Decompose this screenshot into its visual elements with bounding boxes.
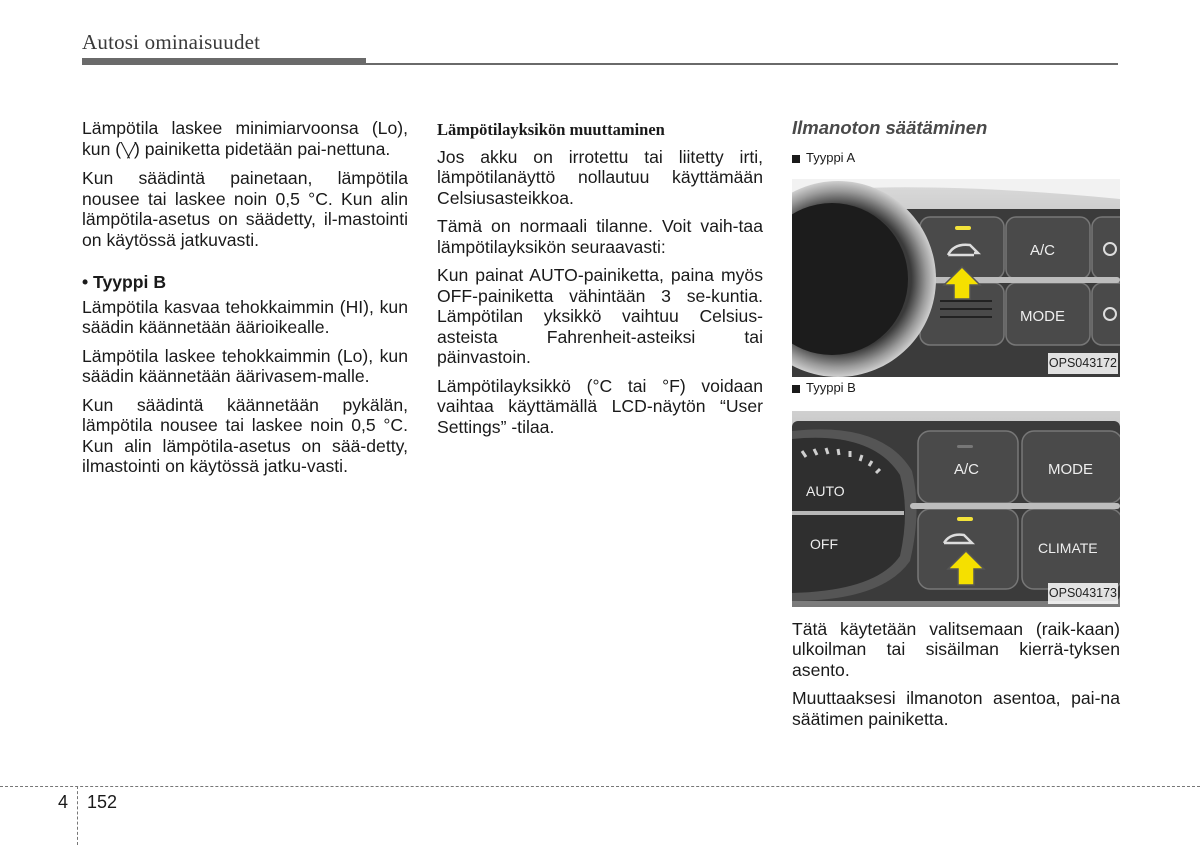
fig-a-mode-label: MODE [1020, 307, 1065, 325]
climate-panel-a-image [792, 179, 1120, 377]
bullet-square-icon [792, 155, 800, 163]
heading-temperature-unit: Lämpötilayksikön muuttaminen [437, 120, 665, 139]
paragraph-select-air: Tätä käytetään valitsemaan (raik-kaan) ulkoilman tai sisäilman kierrä-tyksen asento. [792, 618, 1120, 680]
paragraph-lo-temp-b: ) painiketta pidetään pai-nettuna. [133, 138, 391, 159]
bullet-square-icon [792, 385, 800, 393]
column-1 [82, 118, 408, 485]
heading-tyyppi-b: • Tyyppi B [82, 272, 167, 292]
paragraph-battery: Jos akku on irrotettu tai liitetty irti, lämpötilanäyttö nollautuu käyttämään Celsiusasteikkoa. [437, 146, 763, 208]
paragraph-lo: Lämpötila laskee tehokkaimmin (Lo), kun säädin käännetään äärivasem-malle. [82, 345, 408, 386]
fig-b-mode-label: MODE [1048, 460, 1093, 478]
fig-b-climate-label: CLIMATE [1038, 539, 1098, 556]
fig-b-ac-label: A/C [954, 460, 980, 478]
header-rule-thin [366, 63, 1118, 65]
figure-type-a [792, 179, 1120, 377]
fig-a-ac-label: A/C [1030, 241, 1056, 259]
figure-b-code: OPS043173 [1048, 583, 1118, 604]
paragraph-auto-off: Kun painat AUTO-painiketta, paina myös OFF-painiketta vähintään 3 se-kuntia. Lämpötilan yksikkö vaihtuu Celsius-asteista Fahrenheit-asteiksi tai päinvastoin. [437, 265, 763, 367]
paragraph-step: Kun säädintä käännetään pykälän, lämpötila nousee tai laskee noin 0,5 °C. Kun alin lämpötila-asetus on sää-detty, ilmastointi on käytössä jatku-vasti. [82, 394, 408, 476]
footer-rule [0, 786, 1200, 787]
paragraph-press-knob: Kun säädintä painetaan, lämpötila nousee tai laskee noin 0,5 °C. Kun alin lämpötila-asetus on säädetty, il-mastointi on käytössä jatkuvasti. [82, 168, 408, 250]
fig-b-auto-label: AUTO [806, 482, 845, 499]
figure-type-b [792, 411, 1120, 607]
figure-b-label: Tyyppi B [792, 381, 1120, 397]
paragraph-user-settings: Lämpötilayksikkö (°C tai °F) voidaan vaihtaa käyttämällä LCD-näytön “User Settings” -tilaa. [437, 375, 763, 437]
header-rule-thick [82, 58, 366, 65]
paragraph-normal: Tämä on normaali tilanne. Voit vaih-taa lämpötilayksikön seuraavasti: [437, 216, 763, 257]
page-header-title: Autosi ominaisuudet [82, 30, 261, 54]
figure-a-label: Tyyppi A [792, 151, 1120, 167]
paragraph-press-button: Muuttaaksesi ilmanoton asentoa, pai-na säätimen painiketta. [792, 688, 1120, 729]
chapter-number: 4 [58, 792, 69, 812]
column-3 [792, 118, 1120, 737]
climate-panel-b-image [792, 411, 1120, 607]
column-2 [437, 118, 763, 445]
footer-divider [77, 786, 78, 845]
paragraph-lo-temp-a: Lämpötila laskee minimiarvoonsa (Lo), kun ( [82, 118, 408, 159]
page-number: 152 [87, 792, 118, 812]
heading-air-intake: Ilmanoton säätäminen [792, 117, 988, 138]
down-chevron-symbol: ╲╱ [121, 141, 134, 158]
paragraph-hi: Lämpötila kasvaa tehokkaimmin (HI), kun säädin käännetään äärioikealle. [82, 296, 408, 337]
figure-a-code: OPS043172 [1048, 353, 1118, 374]
fig-b-off-label: OFF [810, 535, 838, 552]
paragraph-lo-temp [82, 118, 408, 160]
